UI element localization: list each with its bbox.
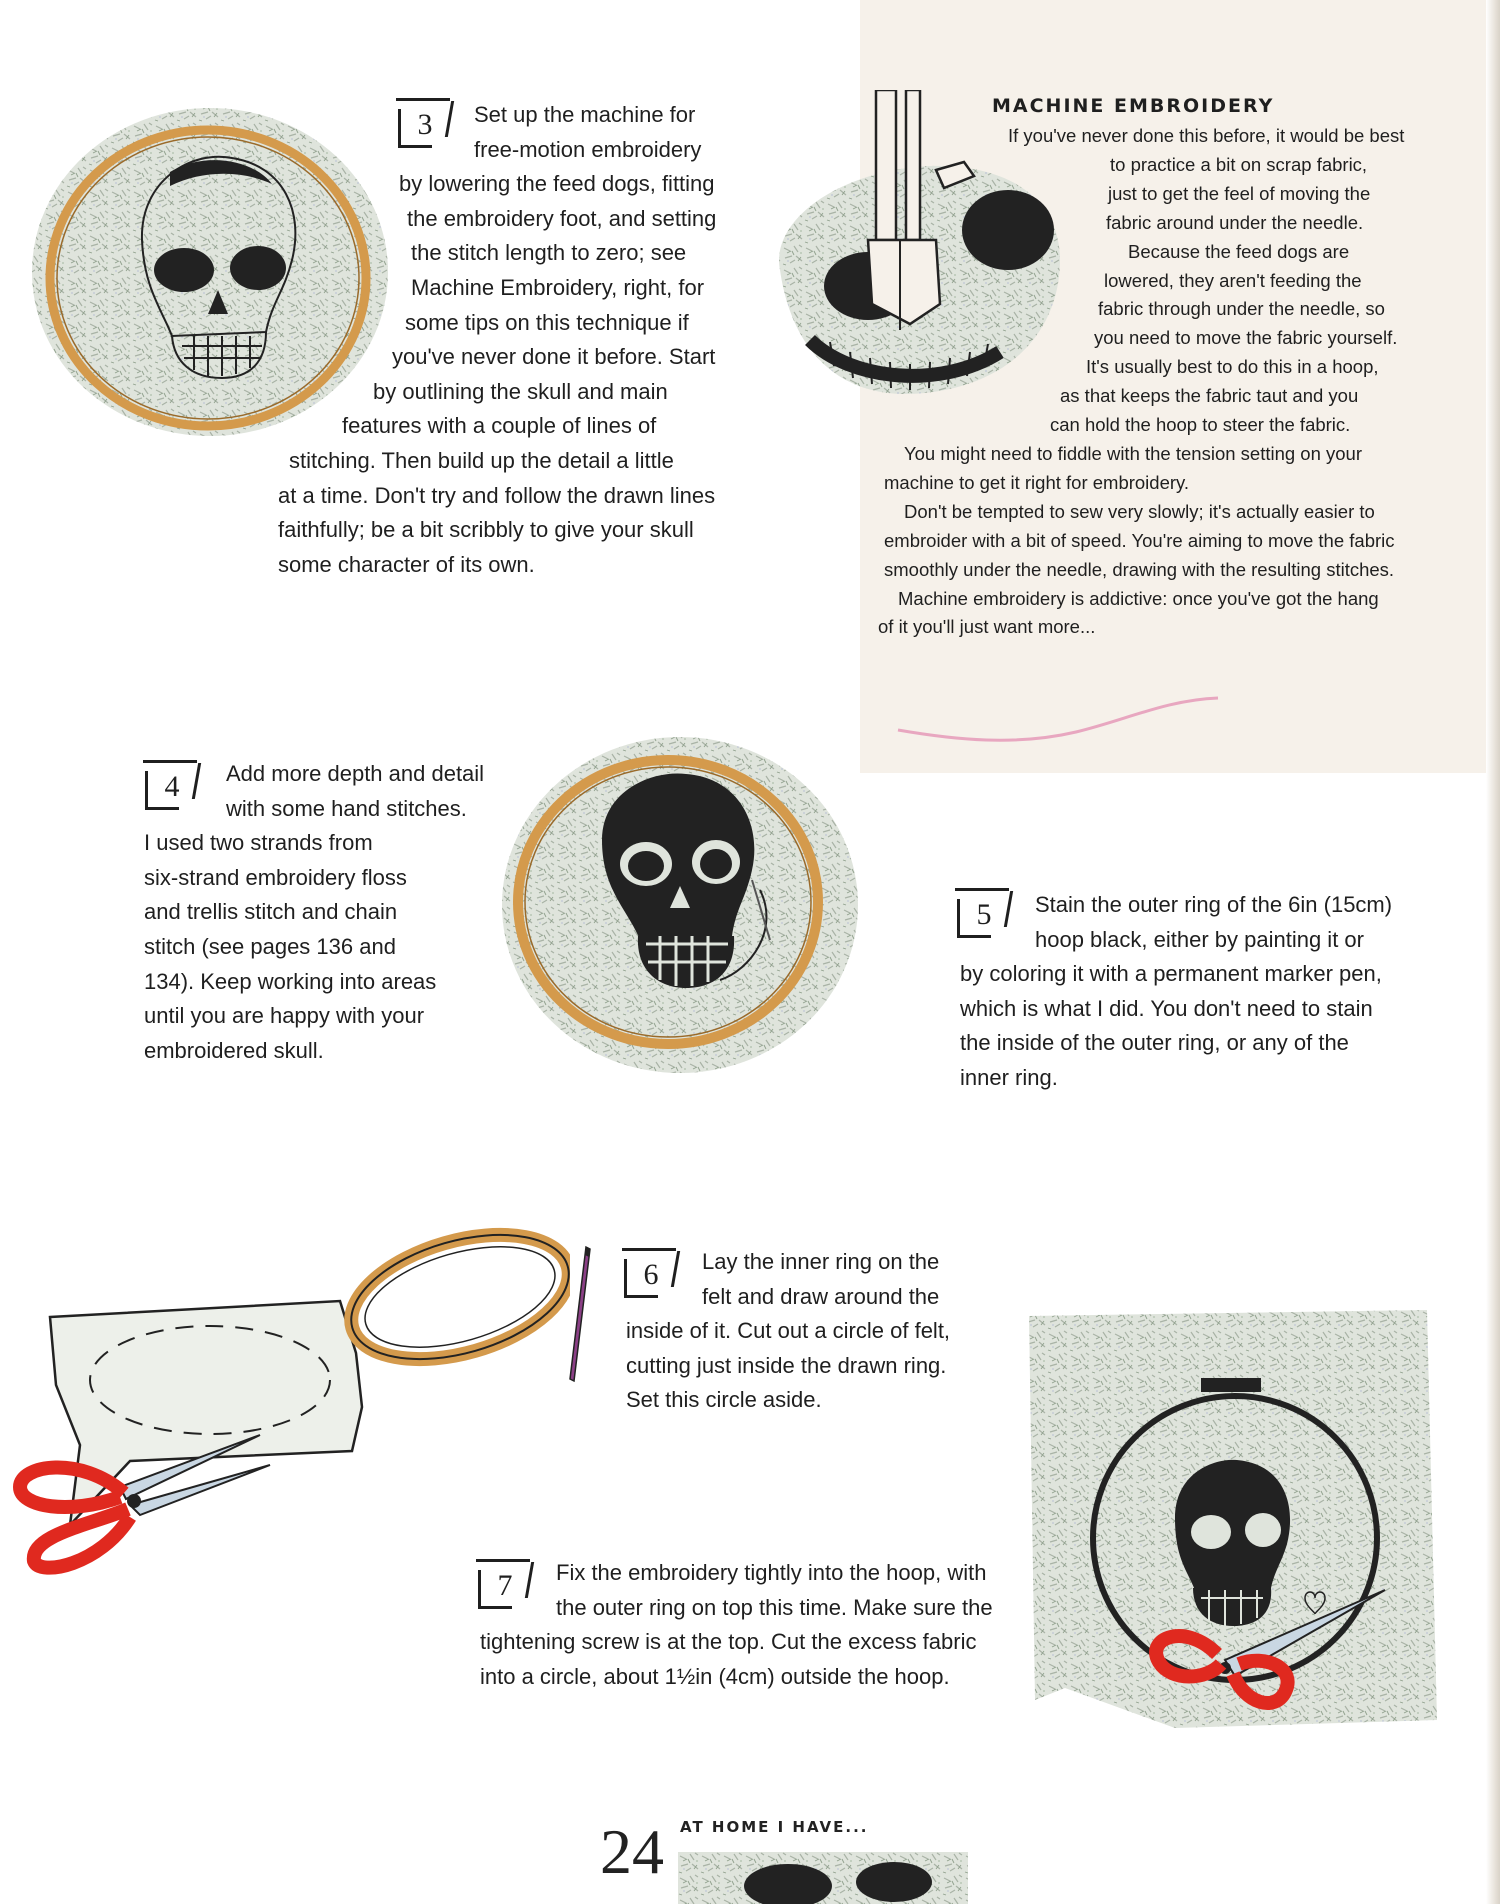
page-number: 24	[600, 1816, 664, 1887]
step-4-text: Add more depth and detail with some hand stitches. I used two strands from six-strand embroidery floss and trellis stitch and chain stitch (see pages 136 and 134). Keep working into areas until you are happy with your embroidered skull.	[144, 761, 485, 1063]
page-edge	[1486, 0, 1500, 1904]
step-3-number: 3	[396, 98, 450, 151]
step-7-number: 7	[476, 1559, 530, 1612]
step-4-number: 4	[143, 760, 197, 813]
running-head: AT HOME I HAVE...	[680, 1818, 869, 1836]
step-3-text: Set up the machine for free-motion embroidery by lowering the feed dogs, fitting the embroidery foot, and setting the stitch length to zero; see Machine Embroidery, right, for some tips on this technique if you've never done it before. Start by outlining the skull and main features with a couple of lines of stitching. Then build up the detail a little at a time. Don't try and follow the drawn lines faithfully; be a bit scribbly to give your skull some character of its own.	[278, 102, 717, 577]
skull-fabric-thumbnail-icon	[678, 1852, 968, 1904]
step-6-number: 6	[622, 1248, 676, 1301]
decorative-swash	[896, 680, 1226, 760]
step-6-text: Lay the inner ring on the felt and draw around the inside of it. Cut out a circle of felt, cutting just inside the drawn ring. Set this circle aside.	[626, 1249, 951, 1413]
skull-square-scissors-icon	[1025, 1308, 1445, 1738]
step-5-text: Stain the outer ring of the 6in (15cm) hoop black, either by painting it or by coloring it with a permanent marker pen, which is what I did. You don't need to stain the inside of the outer ring, or any of the inner ring.	[960, 892, 1393, 1090]
step-5-number: 5	[955, 888, 1009, 941]
step-7-text: Fix the embroidery tightly into the hoop, with the outer ring on top this time. Make sure the tightening screw is at the top. Cut the excess fabric into a circle, about 1½in (4cm) outside the hoop.	[480, 1560, 993, 1689]
sidebar-title: MACHINE EMBROIDERY	[992, 95, 1275, 117]
sidebar-body: If you've never done this before, it would be best to practice a bit on scrap fabric, just to get the feel of moving the fabric around under the needle. Because the feed dogs are lowered, they aren't feeding the fabric through under the needle, so you need to move the fabric yourself. It's usually best to do this in a hoop, as that keeps the fabric taut and you can hold the hoop to steer the fabric. You might need to fiddle with the tension setting on your machine to get it right for embroidery. Don't be tempted to sew very slowly; it's actually easier to embroider with a bit of speed. You're aiming to move the fabric smoothly under the needle, drawing with the resulting stitches. Machine embroidery is addictive: once you've got the hang of it you'll just want more...	[878, 125, 1405, 638]
